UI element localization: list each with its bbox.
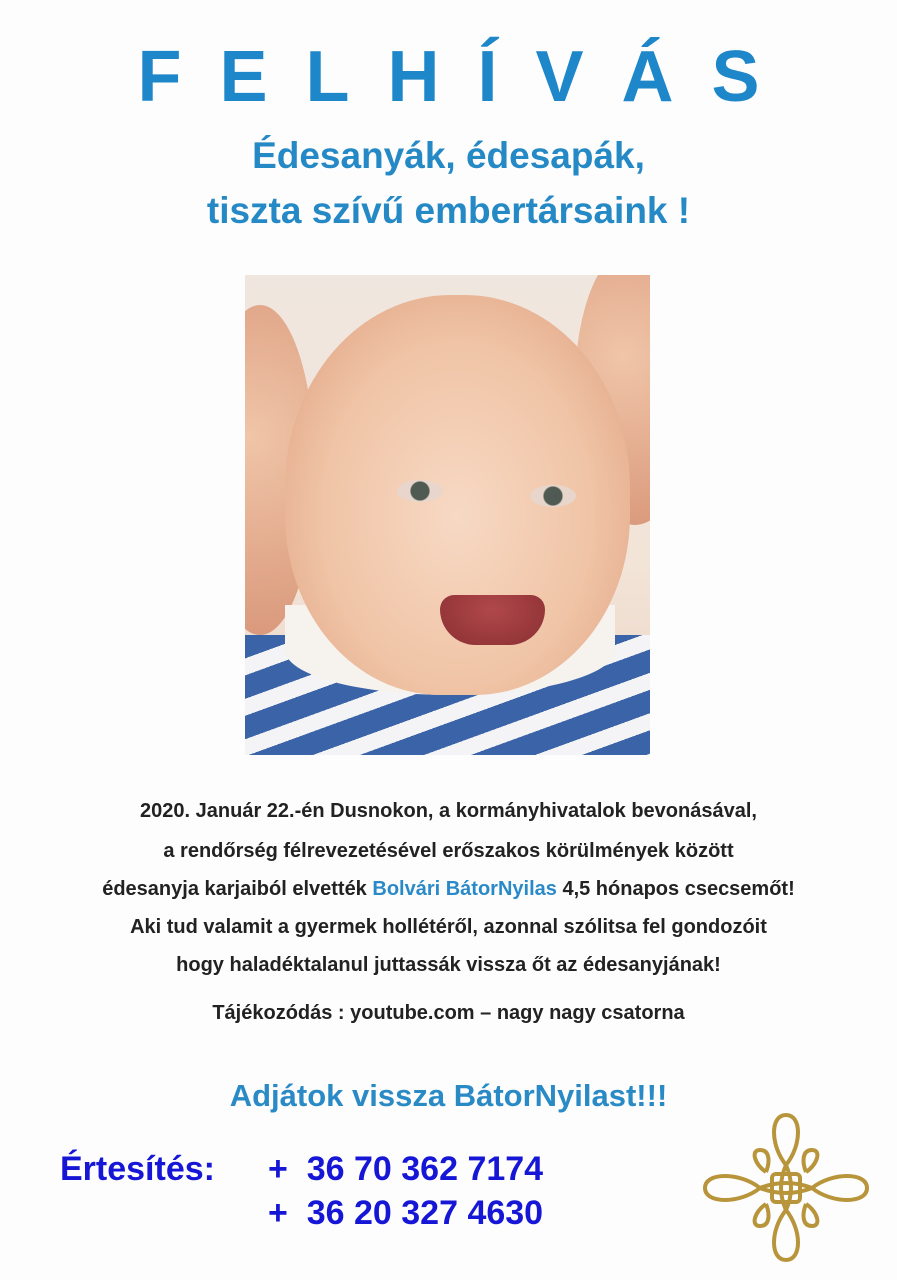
ornament-icon — [700, 1110, 872, 1265]
child-name: Bolvári BátorNyilas — [372, 878, 557, 900]
phone-1: + 36 70 362 7174 — [268, 1150, 544, 1188]
mouth — [440, 595, 545, 645]
subtitle-line-1: Édesanyák, édesapák, — [252, 135, 645, 176]
poster-title: FELHÍVÁS — [137, 37, 798, 117]
baby-photo — [245, 275, 650, 755]
phone-2: + 36 20 327 4630 — [268, 1194, 544, 1232]
body-line-2: a rendőrség félrevezetésével erőszakos körülmények között — [163, 840, 734, 862]
body-line-5: hogy haladéktalanul juttassák vissza őt az édesanyjának! — [176, 954, 721, 976]
contact-label: Értesítés: — [60, 1150, 215, 1188]
baby-face — [285, 295, 630, 695]
eye-left — [397, 480, 443, 502]
slogan: Adjátok vissza BátorNyilast!!! — [229, 1078, 668, 1113]
body-line-1: 2020. Január 22.-én Dusnokon, a kormányhivatalok bevonásával, — [140, 800, 757, 822]
body-line-3-post: 4,5 hónapos csecsemőt! — [556, 878, 795, 900]
subtitle-line-2: tiszta szívű embertársaink ! — [206, 190, 691, 231]
body-line-4: Aki tud valamit a gyermek hollétéről, azonnal szólitsa fel gondozóit — [130, 916, 767, 938]
info-line: Tájékozódás : youtube.com – nagy nagy csatorna — [212, 1002, 685, 1024]
body-line-3-pre: édesanyja karjaiból elvették — [102, 878, 373, 900]
body-line-3 — [0, 878, 897, 901]
eye-right — [530, 485, 576, 507]
